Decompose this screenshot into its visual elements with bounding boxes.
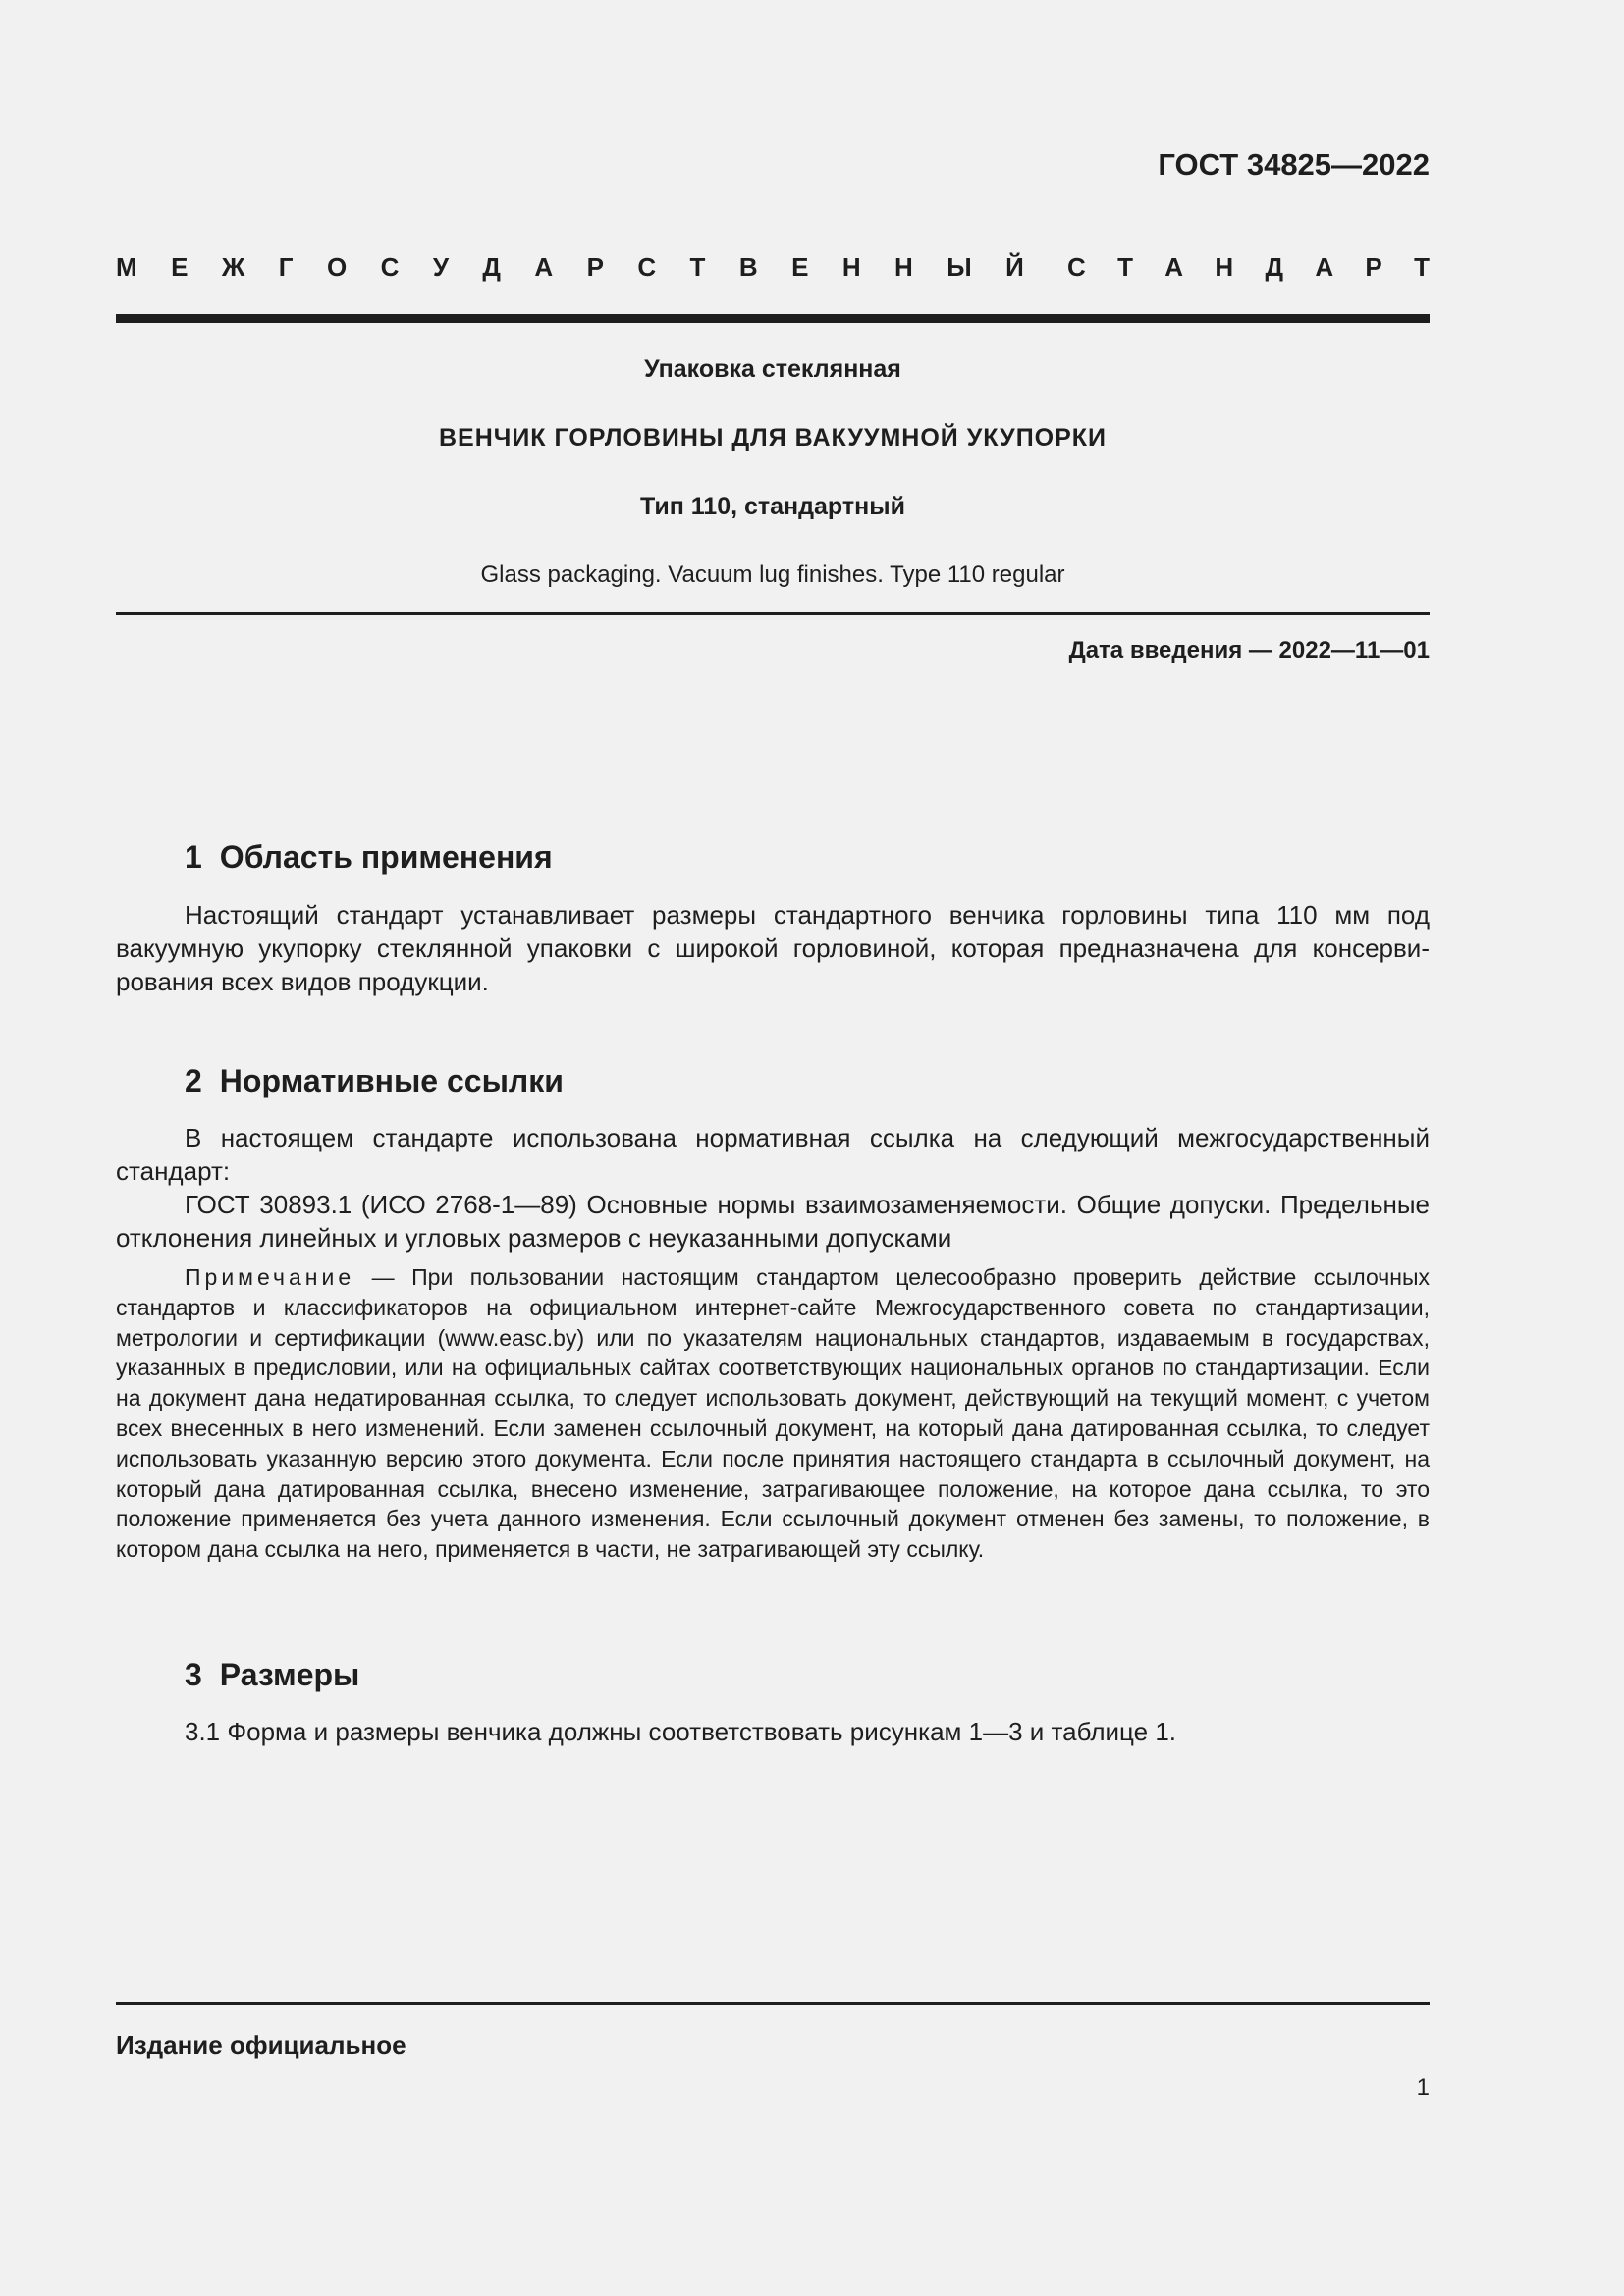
section-3-paragraph: 3.1 Форма и размеры венчика должны соответствовать рисункам 1—3 и таблице 1. bbox=[185, 1717, 1177, 1746]
document-page bbox=[116, 0, 1430, 2296]
document-number: ГОСТ 34825—2022 bbox=[1158, 147, 1430, 182]
note-label: Примечание bbox=[185, 1264, 355, 1290]
standard-type-letter: Д bbox=[482, 252, 501, 282]
standard-type-letter: Е bbox=[171, 252, 189, 282]
standard-type-letter: С bbox=[1067, 252, 1086, 282]
standard-type-letter: Н bbox=[1215, 252, 1234, 282]
standard-type-word2-letters bbox=[1067, 250, 1430, 284]
edition-label: Издание официальное bbox=[116, 2030, 406, 2059]
standard-type-letter: Й bbox=[1005, 252, 1024, 282]
title-type: Тип 110, стандартный bbox=[640, 493, 905, 520]
section-2-heading bbox=[185, 1061, 564, 1100]
header-divider-thick bbox=[116, 314, 1430, 323]
title-divider bbox=[116, 612, 1430, 615]
standard-type-letter: А bbox=[1315, 252, 1334, 282]
introduction-date: Дата введения — 2022—11—01 bbox=[1068, 637, 1430, 664]
standard-type-letter: Т bbox=[1117, 252, 1133, 282]
title-english: Glass packaging. Vacuum lug finishes. Type 110 regular bbox=[480, 561, 1065, 588]
section-1-title: Область применения bbox=[219, 839, 553, 875]
standard-type-letter: Т bbox=[1414, 252, 1430, 282]
title-subject: Упаковка стеклянная bbox=[644, 355, 901, 383]
section-3-title: Размеры bbox=[219, 1657, 360, 1692]
standard-type-letter: Т bbox=[689, 252, 706, 282]
note-text: — При пользовании настоящим стандартом целесообразно проверить действие ссылочных стандартов и классификаторов на официальном интернет-сайте Межгосударственного совета по стандартизации, метрологии и сертификации (www.easc.by) или по указателям национальных стандартов, издаваемым в государствах, указанных в предисловии, или на официальных сайтах соответствующих национальных органов по стандартизации. Если на документ дана недатированная ссылка, то следует использовать документ, действующий на текущий момент, с учетом всех внесенных в него изменений. Если заменен ссылочный документ, на который дана датированная ссылка, то следует использовать указанную версию этого документа. Если после принятия настоящего стандарта в ссылочный документ, на который дана датированная ссылка, внесено изменение, затрагивающее положение, на которое дана ссылка, то это положение применяется без учета данного изменения. Если ссылочный документ отменен без замены, то положение, в котором дана ссылка на него, применяется в части, не затрагивающей эту ссылку. bbox=[116, 1264, 1430, 1563]
standard-type-letter: А bbox=[534, 252, 554, 282]
standard-type-letter: Р bbox=[1365, 252, 1382, 282]
title-main: ВЕНЧИК ГОРЛОВИНЫ ДЛЯ ВАКУУМНОЙ УКУПОРКИ bbox=[438, 424, 1108, 452]
section-2-note bbox=[116, 1262, 1430, 1565]
standard-type-letter: С bbox=[637, 252, 657, 282]
standard-type-letter: Ы bbox=[947, 252, 972, 282]
section-1-heading bbox=[185, 837, 553, 877]
standard-type-heading bbox=[116, 250, 1430, 284]
standard-type-letter: У bbox=[432, 252, 449, 282]
standard-type-letter: А bbox=[1164, 252, 1184, 282]
section-2-number: 2 bbox=[185, 1063, 202, 1098]
standard-type-letter: Н bbox=[894, 252, 913, 282]
standard-type-letter: М bbox=[116, 252, 137, 282]
section-1-number: 1 bbox=[185, 839, 202, 875]
standard-type-letter: Д bbox=[1265, 252, 1284, 282]
standard-type-letter: Н bbox=[841, 252, 861, 282]
section-2-reference: ГОСТ 30893.1 (ИСО 2768-1—89) Основные нормы взаимозаменяемости. Общие допуски. Предельные отклонения линейных и угловых размеров с неуказанными допусками bbox=[116, 1190, 1430, 1253]
standard-type-letter: С bbox=[380, 252, 400, 282]
section-3-number: 3 bbox=[185, 1657, 202, 1692]
title-block bbox=[116, 349, 1430, 595]
footer-divider bbox=[116, 2002, 1430, 2005]
page-number: 1 bbox=[1416, 2074, 1430, 2101]
standard-type-letter: Р bbox=[586, 252, 604, 282]
standard-type-letter: Г bbox=[278, 252, 294, 282]
standard-type-letter: Е bbox=[791, 252, 809, 282]
section-2-title: Нормативные ссылки bbox=[219, 1063, 564, 1098]
section-3-heading bbox=[185, 1655, 359, 1694]
standard-type-letter: В bbox=[738, 252, 758, 282]
standard-type-word1-letters bbox=[116, 250, 1024, 284]
standard-type-letter: О bbox=[326, 252, 348, 282]
section-2-paragraph: В настоящем стандарте использована нормативная ссылка на следующий межгосударственный стандарт: bbox=[116, 1123, 1430, 1186]
section-1-paragraph: Настоящий стандарт устанавливает размеры стандартного венчика горловины типа 110 мм под вакуумную укупорку стеклянной упаковки с широкой горловиной, которая предназначена для консервирования всех видов продукции. bbox=[116, 900, 1430, 996]
standard-type-letter: Ж bbox=[221, 252, 245, 282]
